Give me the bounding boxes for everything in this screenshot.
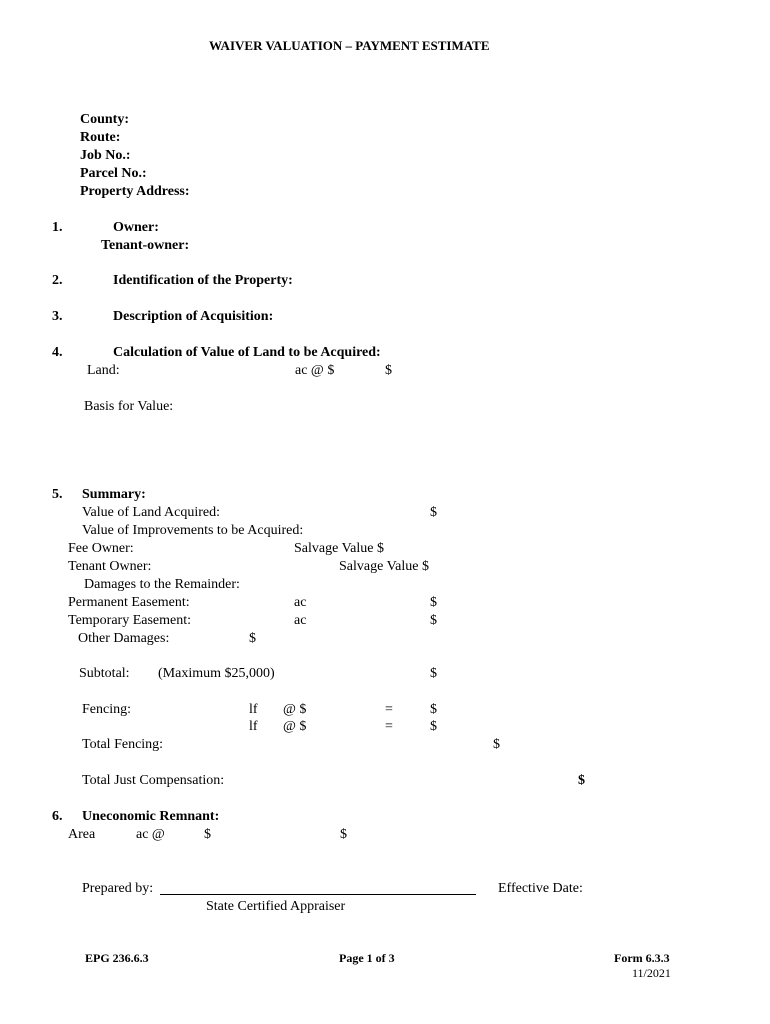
section-4-heading: Calculation of Value of Land to be Acquired: — [113, 345, 381, 360]
other-damages-dollar: $ — [249, 631, 256, 646]
signature-line — [160, 894, 476, 895]
temporary-easement-ac: ac — [294, 613, 307, 628]
fencing-label: Fencing: — [82, 702, 131, 717]
fencing-lf-1: lf — [249, 702, 258, 717]
land-dollar: $ — [385, 363, 392, 378]
land-label: Land: — [87, 363, 120, 378]
total-fencing-dollar: $ — [493, 737, 500, 752]
total-just-compensation-label: Total Just Compensation: — [82, 773, 225, 788]
fee-owner-salvage-value: Salvage Value $ — [294, 541, 384, 556]
section-5-number: 5. — [52, 487, 63, 502]
tenant-owner-salvage-value: Salvage Value $ — [339, 559, 429, 574]
remnant-area-label: Area — [68, 827, 96, 842]
fencing-at-dollar-1: @ $ — [283, 702, 307, 717]
parcel-no-label: Parcel No.: — [80, 166, 147, 181]
section-4-number: 4. — [52, 345, 63, 360]
appraiser-title: State Certified Appraiser — [206, 899, 346, 914]
footer-form-code: EPG 236.6.3 — [85, 951, 149, 965]
value-land-acquired-label: Value of Land Acquired: — [82, 505, 221, 520]
remnant-ac-at: ac @ — [136, 827, 165, 842]
fencing-lf-2: lf — [249, 719, 258, 734]
route-label: Route: — [80, 130, 121, 145]
footer-form-number: Form 6.3.3 — [614, 951, 670, 965]
other-damages-label: Other Damages: — [78, 631, 170, 646]
remnant-dollar-2: $ — [340, 827, 347, 842]
section-3-heading: Description of Acquisition: — [113, 309, 274, 324]
subtotal-maximum: (Maximum $25,000) — [158, 666, 275, 681]
page-title: WAIVER VALUATION – PAYMENT ESTIMATE — [209, 38, 490, 53]
fencing-dollar-2: $ — [430, 719, 437, 734]
fencing-dollar-1: $ — [430, 702, 437, 717]
tenant-owner-summary-label: Tenant Owner: — [68, 559, 152, 574]
prepared-by-label: Prepared by: — [82, 881, 154, 896]
tenant-owner-label: Tenant-owner: — [101, 238, 190, 253]
summary-heading: Summary: — [82, 487, 146, 502]
permanent-easement-label: Permanent Easement: — [68, 595, 190, 610]
total-just-compensation-dollar: $ — [578, 773, 585, 788]
owner-label: Owner: — [113, 220, 159, 235]
fencing-at-dollar-2: @ $ — [283, 719, 307, 734]
fencing-equals-1: = — [385, 702, 393, 717]
permanent-easement-dollar: $ — [430, 595, 437, 610]
effective-date-label: Effective Date: — [498, 881, 583, 896]
total-fencing-label: Total Fencing: — [82, 737, 164, 752]
temporary-easement-dollar: $ — [430, 613, 437, 628]
footer-revision-date: 11/2021 — [632, 966, 671, 980]
damages-remainder-label: Damages to the Remainder: — [84, 577, 240, 592]
section-3-number: 3. — [52, 309, 63, 324]
section-1-number: 1. — [52, 220, 63, 235]
land-ac-at: ac @ $ — [295, 363, 335, 378]
value-land-dollar: $ — [430, 505, 437, 520]
section-6-number: 6. — [52, 809, 63, 824]
subtotal-dollar: $ — [430, 666, 437, 681]
county-label: County: — [80, 112, 130, 127]
basis-for-value-label: Basis for Value: — [84, 399, 174, 414]
job-no-label: Job No.: — [80, 148, 131, 163]
remnant-dollar-1: $ — [204, 827, 211, 842]
temporary-easement-label: Temporary Easement: — [68, 613, 192, 628]
uneconomic-remnant-heading: Uneconomic Remnant: — [82, 809, 220, 824]
fee-owner-label: Fee Owner: — [68, 541, 134, 556]
value-improvements-label: Value of Improvements to be Acquired: — [82, 523, 304, 538]
subtotal-label: Subtotal: — [79, 666, 130, 681]
footer-page-number: Page 1 of 3 — [339, 951, 395, 965]
permanent-easement-ac: ac — [294, 595, 307, 610]
section-2-heading: Identification of the Property: — [113, 273, 293, 288]
property-address-label: Property Address: — [80, 184, 190, 199]
section-2-number: 2. — [52, 273, 63, 288]
fencing-equals-2: = — [385, 719, 393, 734]
